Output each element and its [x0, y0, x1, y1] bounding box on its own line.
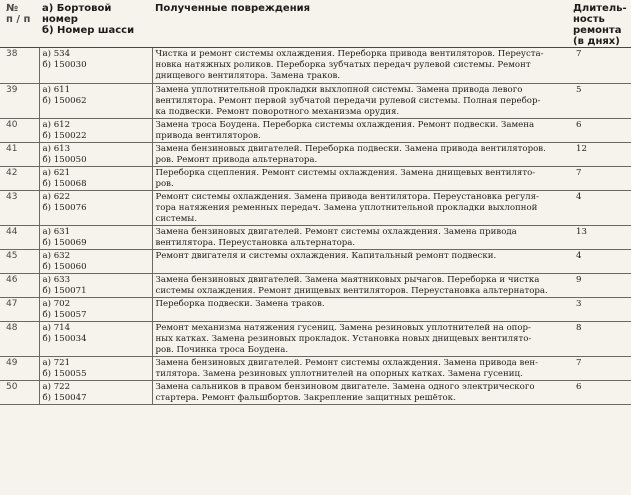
- repair-days: 7: [570, 357, 631, 381]
- repair-days: 8: [570, 322, 631, 357]
- damage-description: [152, 119, 570, 143]
- repair-table: [0, 2, 631, 405]
- row-number: 39: [0, 84, 39, 119]
- damage-line: Ремонт системы охлаждения. Замена привода вентилятора. Переустановка регуля-: [155, 192, 539, 202]
- table-row: [0, 167, 631, 191]
- board-cell: [39, 322, 152, 357]
- board-cell: [39, 226, 152, 250]
- table-row: [0, 381, 631, 405]
- damage-line: ров.: [155, 179, 174, 189]
- damage-line: ка подвески. Ремонт поворотного механизма орудия.: [155, 107, 400, 117]
- chassis-number: б) 150060: [42, 262, 87, 272]
- table-row: [0, 357, 631, 381]
- chassis-number: б) 150050: [42, 155, 87, 165]
- row-number: 40: [0, 119, 39, 143]
- board-cell: [39, 274, 152, 298]
- header-num-line: п / п: [6, 14, 31, 25]
- header-duration-line: ремонта: [573, 25, 622, 36]
- board-number: а) 721: [42, 358, 71, 368]
- damage-description: [152, 226, 570, 250]
- damage-line: Замена бензиновых двигателей. Ремонт системы охлаждения. Замена привода: [155, 227, 517, 237]
- damage-description: [152, 48, 570, 84]
- repair-days: 3: [570, 298, 631, 322]
- damage-description: [152, 274, 570, 298]
- board-number: а) 702: [42, 299, 71, 309]
- table-row: [0, 84, 631, 119]
- row-number: 46: [0, 274, 39, 298]
- table-row: [0, 143, 631, 167]
- header-board: [39, 2, 152, 48]
- chassis-number: б) 150047: [42, 393, 87, 403]
- damage-line: Чистка и ремонт системы охлаждения. Переборка привода вентиляторов. Переуста-: [155, 49, 544, 59]
- damage-description: [152, 250, 570, 274]
- header-num: [0, 2, 39, 48]
- damage-line: стартера. Ремонт фальшбортов. Закрепление защитных решёток.: [155, 393, 456, 403]
- header-duration-line: Длитель-: [573, 3, 627, 14]
- damage-line: Переборка подвески. Замена траков.: [155, 299, 325, 309]
- table-row: [0, 250, 631, 274]
- damage-line: вентилятора. Переустановка альтернатора.: [155, 238, 356, 248]
- row-number: 50: [0, 381, 39, 405]
- damage-line: Переборка сцепления. Ремонт системы охлаждения. Замена днищевых вентилято-: [155, 168, 536, 178]
- board-cell: [39, 250, 152, 274]
- board-number: а) 714: [42, 323, 71, 333]
- table-row: [0, 322, 631, 357]
- repair-days: 4: [570, 191, 631, 226]
- repair-days: 6: [570, 381, 631, 405]
- damage-description: [152, 298, 570, 322]
- board-cell: [39, 381, 152, 405]
- chassis-number: б) 150068: [42, 179, 87, 189]
- board-cell: [39, 357, 152, 381]
- row-number: 44: [0, 226, 39, 250]
- damage-line: Замена бензиновых двигателей. Замена маятниковых рычагов. Переборка и чистка: [155, 275, 540, 285]
- damage-line: Замена троса Боудена. Переборка системы охлаждения. Ремонт подвески. Замена: [155, 120, 535, 130]
- row-number: 47: [0, 298, 39, 322]
- board-number: а) 622: [42, 192, 71, 202]
- damage-description: [152, 322, 570, 357]
- board-number: а) 612: [42, 120, 71, 130]
- board-cell: [39, 167, 152, 191]
- header-duration-line: ность: [573, 14, 605, 25]
- damage-line: Замена бензиновых двигателей. Ремонт системы охлаждения. Замена привода вен-: [155, 358, 539, 368]
- board-number: а) 632: [42, 251, 71, 261]
- repair-days: 7: [570, 48, 631, 84]
- damage-description: [152, 143, 570, 167]
- damage-line: ров. Починка троса Боудена.: [155, 345, 289, 355]
- board-number: а) 534: [42, 49, 71, 59]
- table-row: [0, 191, 631, 226]
- board-number: а) 633: [42, 275, 71, 285]
- header-board-line: б) Номер шасси: [42, 25, 135, 36]
- chassis-number: б) 150055: [42, 369, 87, 379]
- chassis-number: б) 150071: [42, 286, 87, 296]
- repair-days: 5: [570, 84, 631, 119]
- board-number: а) 722: [42, 382, 71, 392]
- table-row: [0, 119, 631, 143]
- row-number: 45: [0, 250, 39, 274]
- damage-line: днищевого вентилятора. Замена траков.: [155, 71, 341, 81]
- damage-line: Замена уплотнительной прокладки выхлопной системы. Замена привода левого: [155, 85, 523, 95]
- damage-line: вентилятора. Ремонт первой зубчатой передачи рулевой системы. Полная перебор-: [155, 96, 541, 106]
- repair-days: 6: [570, 119, 631, 143]
- row-number: 42: [0, 167, 39, 191]
- chassis-number: б) 150057: [42, 310, 87, 320]
- board-cell: [39, 143, 152, 167]
- row-number: 49: [0, 357, 39, 381]
- header-board-line: а) Бортовой номер: [42, 3, 112, 25]
- header-damage: Полученные повреждения: [152, 2, 570, 48]
- board-cell: [39, 191, 152, 226]
- damage-line: тора натяжения ременных передач. Замена уплотнительной прокладки выхлопной: [155, 203, 538, 213]
- damage-description: [152, 191, 570, 226]
- damage-line: новка натяжных роликов. Переборка зубчатых передач рулевой системы. Ремонт: [155, 60, 531, 70]
- damage-description: [152, 167, 570, 191]
- repair-days: 12: [570, 143, 631, 167]
- chassis-number: б) 150076: [42, 203, 87, 213]
- chassis-number: б) 150030: [42, 60, 87, 70]
- board-number: а) 611: [42, 85, 71, 95]
- board-cell: [39, 48, 152, 84]
- damage-line: Ремонт двигателя и системы охлаждения. Капитальный ремонт подвески.: [155, 251, 497, 261]
- repair-days: 9: [570, 274, 631, 298]
- damage-line: Замена сальников в правом бензиновом двигателе. Замена одного электрического: [155, 382, 535, 392]
- repair-days: 4: [570, 250, 631, 274]
- board-number: а) 631: [42, 227, 71, 237]
- damage-line: Ремонт механизма натяжения гусениц. Замена резиновых уплотнителей на опор-: [155, 323, 531, 333]
- damage-description: [152, 357, 570, 381]
- header-row: [0, 2, 631, 48]
- chassis-number: б) 150034: [42, 334, 87, 344]
- damage-line: привода вентиляторов.: [155, 131, 261, 141]
- board-number: а) 621: [42, 168, 71, 178]
- table-row: [0, 274, 631, 298]
- damage-line: ров. Ремонт привода альтернатора.: [155, 155, 318, 165]
- board-cell: [39, 298, 152, 322]
- header-num-line: №: [6, 3, 19, 14]
- row-number: 41: [0, 143, 39, 167]
- repair-days: 13: [570, 226, 631, 250]
- row-number: 43: [0, 191, 39, 226]
- header-duration-line: (в днях): [573, 36, 620, 47]
- table-row: [0, 298, 631, 322]
- chassis-number: б) 150062: [42, 96, 87, 106]
- board-number: а) 613: [42, 144, 71, 154]
- damage-line: Замена бензиновых двигателей. Переборка подвески. Замена привода вентиляторов.: [155, 144, 546, 154]
- damage-line: ных катках. Замена резиновых прокладок. Установка новых днищевых вентилято-: [155, 334, 532, 344]
- damage-description: [152, 381, 570, 405]
- table-row: [0, 48, 631, 84]
- row-number: 38: [0, 48, 39, 84]
- damage-line: тилятора. Замена резиновых уплотнителей на опорных катках. Замена гусениц.: [155, 369, 523, 379]
- chassis-number: б) 150022: [42, 131, 87, 141]
- board-cell: [39, 119, 152, 143]
- damage-description: [152, 84, 570, 119]
- table-row: [0, 226, 631, 250]
- chassis-number: б) 150069: [42, 238, 87, 248]
- repair-days: 7: [570, 167, 631, 191]
- damage-line: системы.: [155, 214, 197, 224]
- row-number: 48: [0, 322, 39, 357]
- board-cell: [39, 84, 152, 119]
- header-duration: [570, 2, 631, 48]
- table-body: [0, 48, 631, 405]
- damage-line: системы охлаждения. Ремонт днищевых вентиляторов. Переустановка альтернатора.: [155, 286, 548, 296]
